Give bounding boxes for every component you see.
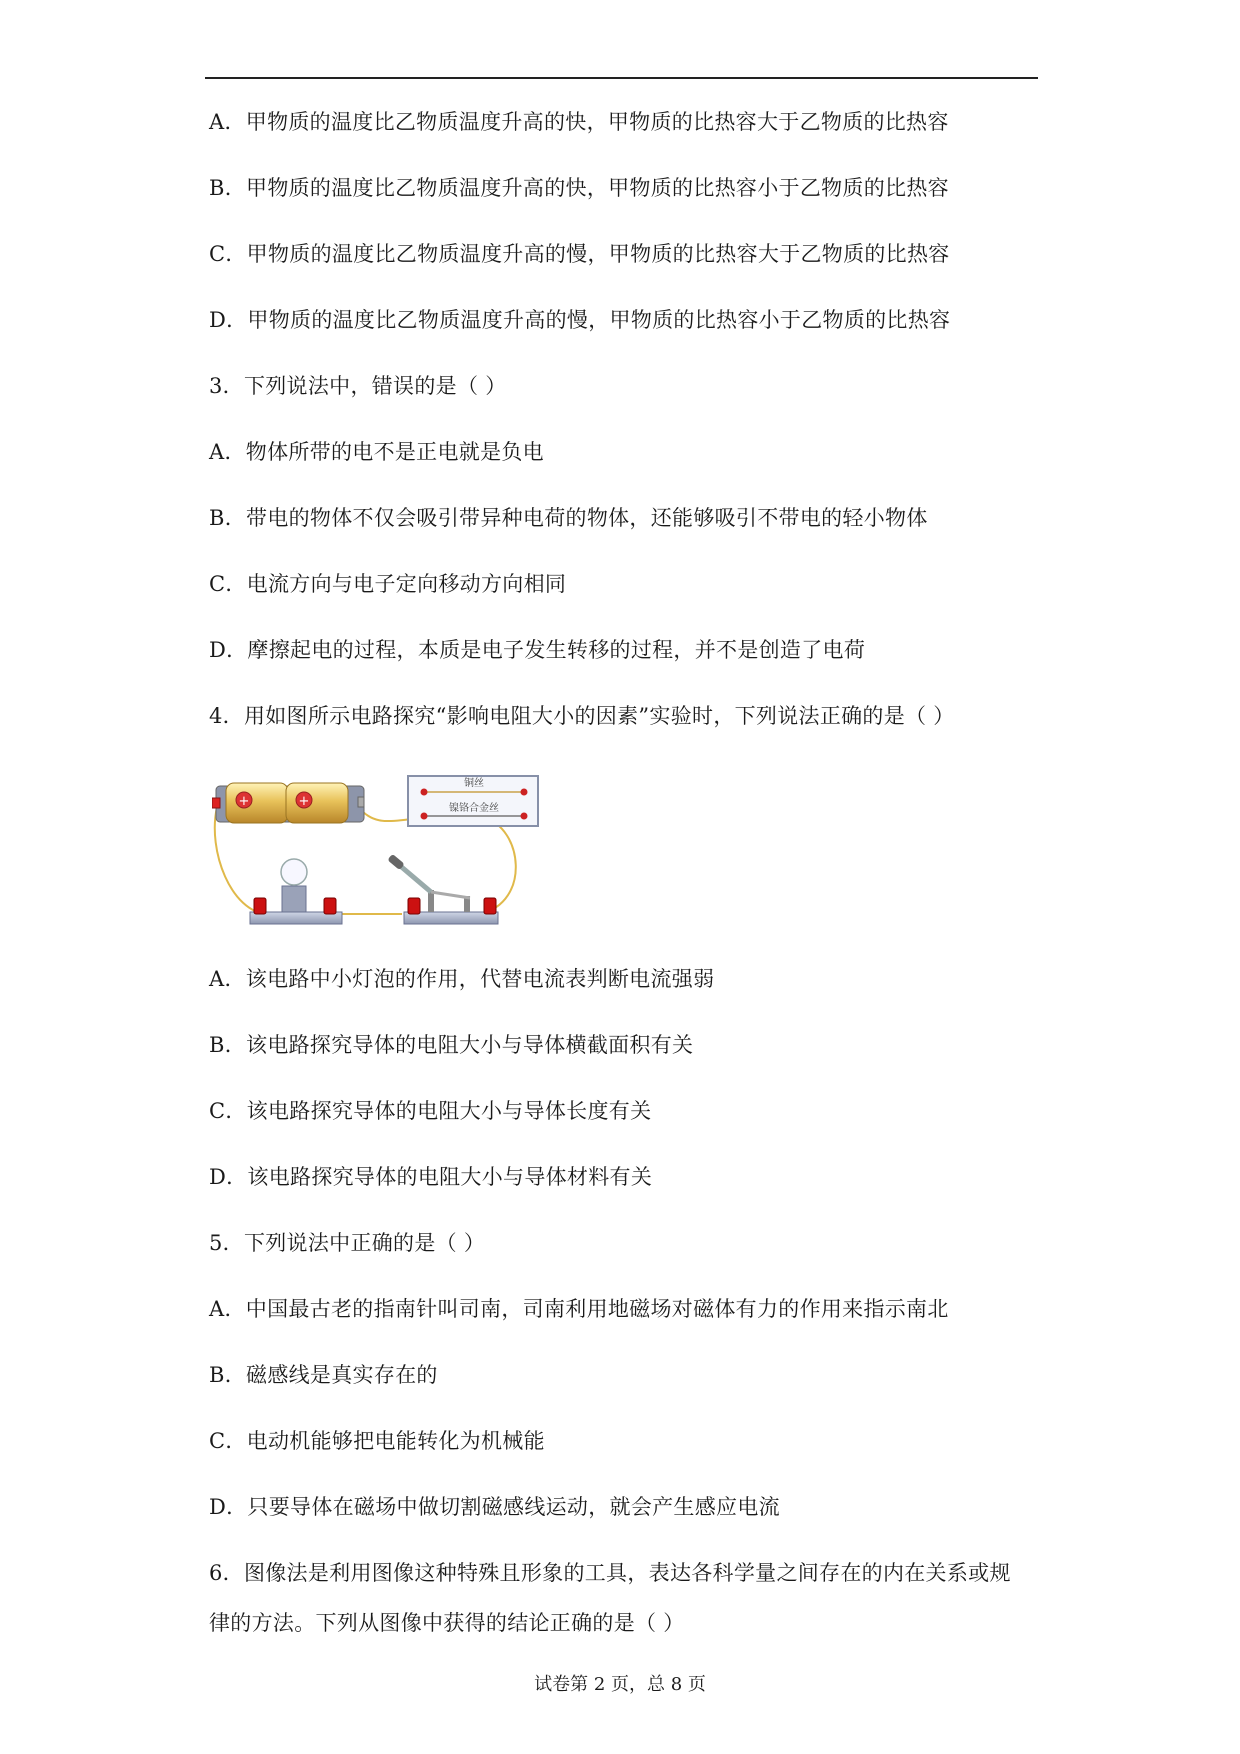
q4-stem: 4．用如图所示电路探究“影响电阻大小的因素”实验时，下列说法正确的是（ ）	[209, 704, 955, 728]
q3-option-c: C．电流方向与电子定向移动方向相同	[209, 572, 567, 596]
q2-option-b: B．甲物质的温度比乙物质温度升高的快，甲物质的比热容小于乙物质的比热容	[209, 176, 949, 200]
q5-stem: 5．下列说法中正确的是（ ）	[209, 1231, 486, 1255]
circuit-figure	[212, 772, 548, 938]
q2-option-a: A．甲物质的温度比乙物质温度升高的快，甲物质的比热容大于乙物质的比热容	[209, 110, 949, 134]
q5-option-a: A．中国最古老的指南针叫司南，司南利用地磁场对磁体有力的作用来指示南北	[209, 1297, 949, 1321]
wire-top-label: 铜丝	[464, 778, 484, 789]
q6-stem-line1: 6．图像法是利用图像这种特殊且形象的工具，表达各科学量之间存在的内在关系或规	[209, 1561, 1011, 1585]
header-rule	[205, 77, 1038, 79]
battery-2	[286, 783, 348, 823]
q5-option-b: B．磁感线是真实存在的	[209, 1363, 438, 1387]
circuit-diagram	[212, 772, 548, 938]
switch-lever	[398, 864, 431, 892]
q5-option-c: C．电动机能够把电能转化为机械能	[209, 1429, 545, 1453]
page-footer: 试卷第 2 页，总 8 页	[534, 1674, 706, 1695]
wire-bottom-label: 镍铬合金丝	[449, 803, 499, 814]
bulb-icon	[281, 859, 307, 885]
q5-option-d: D．只要导体在磁场中做切割磁感线运动，就会产生感应电流	[209, 1495, 780, 1519]
q3-option-b: B．带电的物体不仅会吸引带异种电荷的物体，还能够吸引不带电的轻小物体	[209, 506, 928, 530]
q4-option-b: B．该电路探究导体的电阻大小与导体横截面积有关	[209, 1033, 694, 1057]
q4-option-a: A．该电路中小灯泡的作用，代替电流表判断电流强弱	[209, 967, 715, 991]
q4-option-d: D．该电路探究导体的电阻大小与导体材料有关	[209, 1165, 653, 1189]
svg-text:+: +	[298, 794, 310, 809]
q2-option-c: C．甲物质的温度比乙物质温度升高的慢，甲物质的比热容大于乙物质的比热容	[209, 242, 950, 266]
q2-option-d: D．甲物质的温度比乙物质温度升高的慢，甲物质的比热容小于乙物质的比热容	[209, 308, 951, 332]
battery-1	[226, 783, 288, 823]
q3-option-d: D．摩擦起电的过程，本质是电子发生转移的过程，并不是创造了电荷	[209, 638, 866, 662]
q3-stem: 3．下列说法中，错误的是（ ）	[209, 374, 507, 398]
q4-option-c: C．该电路探究导体的电阻大小与导体长度有关	[209, 1099, 652, 1123]
q3-option-a: A．物体所带的电不是正电就是负电	[209, 440, 544, 464]
svg-text:+: +	[238, 794, 250, 809]
q6-stem-line2: 律的方法。下列从图像中获得的结论正确的是（ ）	[209, 1611, 685, 1635]
